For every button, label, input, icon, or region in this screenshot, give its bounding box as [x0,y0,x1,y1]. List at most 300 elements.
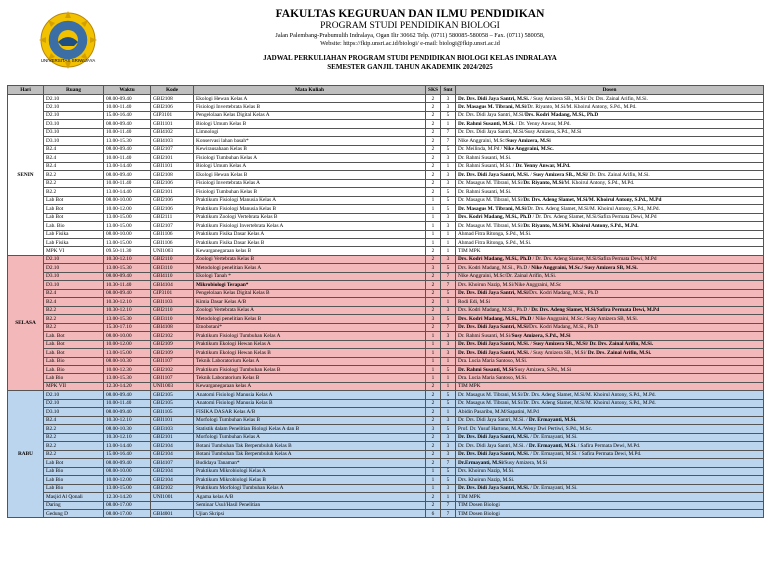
cell-smt: 3 [441,103,456,111]
day-cell-senin: SENIN [8,95,44,256]
cell-ruang: B2.4 [44,145,104,153]
cell-mata-kuliah: Praktikum Mikrobiologi Kelas B [194,476,426,484]
cell-waktu: 08.00-09.40 [104,272,151,280]
cell-kode: GBI1103 [151,298,194,306]
cell-mata-kuliah: Statistik dalam Penelitian Biologi Kelas A dan B [194,425,426,433]
cell-sks: 1 [426,484,441,492]
schedule-body [8,95,764,518]
cell-dosen: Dr. Drs. Didi Jaya Santri, M.Si/Drs. Kodri Madang, M.Si., Ph.D [456,111,764,119]
cell-dosen: Dr. Masagus M. Tibrani, M.Si/Dr. Drs. Adeng Slamet, M.Si/M. Khoirul Antony, S.Pd., M.Pd. [456,205,764,213]
cell-waktu: 08.00-10.30 [104,357,151,365]
cell-mata-kuliah: Praktikum Fisiologi Manusia Kelas A [194,196,426,204]
cell-mata-kuliah: Zoologi Vertebrata Kelas A [194,306,426,314]
table-row [8,433,764,441]
table-row [8,416,764,424]
university-logo [24,10,112,70]
cell-sks: 2 [426,450,441,458]
cell-waktu: 13.00-15.30 [104,315,151,323]
cell-kode: GBI2106 [151,196,194,204]
cell-ruang: Lab. Bio [44,222,104,230]
cell-sks: 2 [426,459,441,467]
cell-smt: 5 [441,196,456,204]
cell-smt: 5 [441,264,456,272]
table-row [8,374,764,382]
cell-waktu: 10.30-12.10 [104,306,151,314]
table-row [8,340,764,348]
table-row [8,103,764,111]
table-row [8,137,764,145]
cell-dosen: Dr. Masagus M. Tibrani, M.Si/Dr. Drs. Adeng Slamet, M.Si/M. Khoirul Antony, S.Pd., M.Pd [456,196,764,204]
table-row [8,459,764,467]
cell-sks: 2 [426,433,441,441]
cell-waktu: 13.00-15.00 [104,213,151,221]
cell-smt: 7 [441,281,456,289]
day-cell-rabu: RABU [8,391,44,518]
cell-mata-kuliah: Ekologi Tanah * [194,272,426,280]
cell-mata-kuliah: Agama kelas A/B [194,493,426,501]
cell-dosen: Dr. Drs. Didi Jaya Santri, M.Si. / Dr. Ermayanti, M.Si. [456,433,764,441]
cell-dosen: Drs. Khoirun Nazip, M.Si. [456,467,764,475]
table-row [8,255,764,263]
col-mata-kuliah: Mata Kuliah [194,86,426,95]
cell-ruang: Lab. Bio [44,357,104,365]
cell-sks: 2 [426,323,441,331]
cell-sks: 1 [426,332,441,340]
cell-kode: GBI2109 [151,340,194,348]
cell-mata-kuliah: Zoologi Vertebrata Kelas B [194,255,426,263]
table-row [8,213,764,221]
cell-waktu: 08.00-09.40 [104,95,151,103]
cell-mata-kuliah: Fisiologi Tumbuhan Kelas A [194,154,426,162]
cell-kode: UNI1003 [151,247,194,255]
cell-kode: GBI1106 [151,238,194,246]
cell-smt: 3 [441,442,456,450]
cell-dosen: Dr. Rahmi Susanti, M.Si. / Dr. Yenny Anwar, M.Pd. [456,120,764,128]
cell-sks: 1 [426,357,441,365]
cell-kode: GIP3101 [151,289,194,297]
cell-dosen: TIM Dosen Biologi [456,501,764,509]
cell-mata-kuliah: Pengelolaan Kelas Digital Kelas A [194,111,426,119]
cell-sks: 2 [426,281,441,289]
cell-dosen: Dr. Drs. Didi Jaya Santri, M.Si. / Susy Amizera SB., M.Si/ Dr. Drs. Zainal Arifin, M.Si. [456,340,764,348]
cell-dosen: Prof. Dr. Yusuf Hartono, M.A./Weny Dwi Pertiwi, S.Pd., M.Sc. [456,425,764,433]
cell-mata-kuliah: Ekologi Hewan Kelas A [194,95,426,103]
cell-smt: 3 [441,340,456,348]
cell-waktu: 08.00-09.40 [104,120,151,128]
cell-kode: GBI2104 [151,450,194,458]
cell-mata-kuliah: Morfologi Tumbuhan Kelas A [194,433,426,441]
cell-dosen: TIM MPK [456,493,764,501]
cell-dosen: TIM MPK [456,382,764,390]
table-row [8,306,764,314]
cell-waktu: 08.00-09.40 [104,289,151,297]
cell-waktu: 13.00-15.30 [104,137,151,145]
cell-waktu: 08.00-17.00 [104,509,151,517]
cell-smt: 1 [441,374,456,382]
cell-smt: 5 [441,391,456,399]
cell-ruang: D2.10 [44,103,104,111]
cell-mata-kuliah: Konservasi lahan basah* [194,137,426,145]
cell-dosen: Drs. Kodri Madang, M.Si., Ph.D / Nike Anggraini, M.Sc./ Susy Amizera SB, M.Si. [456,315,764,323]
col-kode: Kode [151,86,194,95]
cell-sks: 3 [426,315,441,323]
cell-ruang: B2.4 [44,162,104,170]
cell-smt: 1 [441,162,456,170]
cell-mata-kuliah: Metodologi penelitian Kelas B [194,315,426,323]
cell-dosen: Dr. Drs. Didi Jaya Santri, M.Si. / Susy Amizera SB., M.Si/ Dr. Drs. Zainal Arifin, M.Si. [456,171,764,179]
cell-kode: GBI4108 [151,323,194,331]
cell-ruang: B2.2 [44,188,104,196]
cell-dosen: Dr. Rahmi Susanti, M.Si. / Dr. Yenny Anwar, M.Pd. [456,162,764,170]
cell-sks: 2 [426,145,441,153]
cell-smt: 5 [441,399,456,407]
cell-smt: 1 [441,493,456,501]
cell-smt: 5 [441,111,456,119]
cell-mata-kuliah: Praktikum Fisika Dasar Kelas A [194,230,426,238]
table-row [8,179,764,187]
table-row [8,493,764,501]
cell-sks: 6 [426,509,441,517]
cell-ruang: B2.2 [44,306,104,314]
cell-smt: 3 [441,222,456,230]
cell-waktu: 12.30-14.20 [104,382,151,390]
cell-smt: 7 [441,459,456,467]
cell-mata-kuliah: Kewarganegaraan kelas A [194,382,426,390]
schedule-table [7,85,764,518]
cell-kode [151,501,194,509]
logo-caption: UNIVERSITAS SRIWIJAYA [40,58,96,63]
cell-ruang: Lab. Bot [44,340,104,348]
cell-mata-kuliah: Seminar Usul/Hasil Penelitian [194,501,426,509]
cell-kode: GBI2108 [151,171,194,179]
table-row [8,171,764,179]
cell-smt: 1 [441,408,456,416]
cell-kode: GBI2105 [151,391,194,399]
cell-mata-kuliah: Praktikum Fisika Dasar Kelas B [194,238,426,246]
cell-dosen: Dr. Rahmi Susanti, M.Si/Susy Amizera, S.Pd., M.Si [456,366,764,374]
table-row [8,111,764,119]
cell-sks: 3 [426,264,441,272]
table-row [8,349,764,357]
cell-waktu: 08.00-09.40 [104,145,151,153]
cell-sks: 2 [426,289,441,297]
table-row [8,442,764,450]
cell-waktu: 13.00-15.30 [104,264,151,272]
cell-mata-kuliah: Botani Tumbuhan Tak Berpembuluh Kelas A [194,450,426,458]
cell-sks: 1 [426,222,441,230]
cell-smt: 5 [441,366,456,374]
cell-mata-kuliah: Kewarganegaraan kelas B [194,247,426,255]
col-dosen: Dosen [456,86,764,95]
cell-smt: 5 [441,205,456,213]
cell-ruang: D3.10 [44,128,104,136]
cell-smt: 3 [441,213,456,221]
table-row [8,366,764,374]
cell-kode: GBI2101 [151,188,194,196]
cell-waktu: 09.50-11.30 [104,247,151,255]
cell-ruang: B2.4 [44,298,104,306]
cell-ruang: Lab Bio [44,467,104,475]
cell-dosen: Dr. Masagus M. Tibrani, M.Si/Dr. Drs. Adeng Slamet, M.Si/M. Khoirul Antony, S.Pd., M.Pd. [456,391,764,399]
cell-smt: 1 [441,382,456,390]
cell-ruang: B2.2 [44,450,104,458]
cell-ruang: Lab Bot [44,459,104,467]
cell-sks: 1 [426,205,441,213]
col-hari: Hari [8,86,44,95]
cell-sks: 2 [426,137,441,145]
cell-sks: 1 [426,467,441,475]
cell-dosen: Dr. Drs. Didi Jaya Santri, M.Si/Drs. Kodri Madang, M.Si., Ph.D [456,289,764,297]
cell-ruang: D2.10 [44,111,104,119]
cell-dosen: Drs. Kodri Madang, M.Si., Ph.D / Dr. Drs. Adeng Slamet, M.Si/Safira Permata Dewi, M.Pd [456,213,764,221]
table-row [8,298,764,306]
cell-sks: 1 [426,213,441,221]
table-row [8,391,764,399]
cell-kode: GBI4103 [151,137,194,145]
cell-waktu: 08.00-09.40 [104,459,151,467]
cell-waktu: 15.30-17.10 [104,323,151,331]
cell-smt: 5 [441,188,456,196]
table-row [8,323,764,331]
cell-smt: 3 [441,332,456,340]
cell-sks: 2 [426,493,441,501]
cell-sks: 2 [426,272,441,280]
cell-ruang: Lab Bot [44,196,104,204]
cell-waktu: 13.00-14.40 [104,188,151,196]
cell-mata-kuliah: Botani Tumbuhan Tak Berpembuluh Kelas B [194,442,426,450]
cell-ruang: Lab. Bio [44,366,104,374]
cell-ruang: Lab Bot [44,205,104,213]
cell-kode: GBI2102 [151,332,194,340]
cell-smt: 1 [441,120,456,128]
table-row [8,154,764,162]
cell-waktu: 08.00-10.00 [104,332,151,340]
cell-mata-kuliah: Biologi Umum Kelas B [194,120,426,128]
cell-waktu: 13.00-15.30 [104,374,151,382]
cell-ruang: D2.10 [44,264,104,272]
cell-ruang: B2.2 [44,425,104,433]
cell-smt: 5 [441,425,456,433]
cell-mata-kuliah: Kimia Dasar Kelas A/B [194,298,426,306]
cell-ruang: B2.2 [44,315,104,323]
cell-sks: 1 [426,374,441,382]
cell-dosen: Rodi Edi, M.Si [456,298,764,306]
cell-ruang: Lab. Bot [44,332,104,340]
cell-sks: 2 [426,442,441,450]
cell-dosen: Dr. Drs. Didi Jaya Santri, M.Si. / Susy Amizera SB., M.Si/ Dr. Drs. Zainal Arifin, M.Si. [456,95,764,103]
cell-waktu: 08.00-09.40 [104,391,151,399]
cell-smt: 3 [441,433,456,441]
cell-ruang: Lab Bio [44,374,104,382]
cell-smt: 7 [441,323,456,331]
cell-sks: 2 [426,399,441,407]
cell-kode: GBI2102 [151,484,194,492]
col-smt: Smt [441,86,456,95]
cell-sks: 2 [426,501,441,509]
cell-sks: 2 [426,171,441,179]
cell-mata-kuliah: Metodologi penelitian Kelas A [194,264,426,272]
cell-mata-kuliah: Ekologi Hewan Kelas B [194,171,426,179]
cell-sks: 2 [426,391,441,399]
cell-ruang: D3.10 [44,408,104,416]
cell-kode: GBI2106 [151,103,194,111]
cell-kode: UNI1001 [151,493,194,501]
cell-waktu: 10.00-12.00 [104,476,151,484]
cell-kode: GBI2101 [151,433,194,441]
cell-smt: 5 [441,145,456,153]
cell-smt: 7 [441,272,456,280]
cell-kode: GBI1107 [151,357,194,365]
cell-ruang: Lab Fisika [44,230,104,238]
cell-mata-kuliah: Praktikum Fisiologi Tumbuhan Kelas A [194,332,426,340]
table-row [8,425,764,433]
cell-kode: GBI1106 [151,230,194,238]
cell-mata-kuliah: Praktikum Mikrobiologi Kelas A [194,467,426,475]
cell-dosen: Dr. Rahmi Susanti, M.Si. [456,154,764,162]
table-row [8,484,764,492]
cell-waktu: 10.00-11.40 [104,399,151,407]
cell-dosen: Dr. Rahmi Susanti, M.Si. [456,188,764,196]
cell-smt: 7 [441,509,456,517]
cell-waktu: 10.30-12.10 [104,416,151,424]
cell-ruang: Lab Bio [44,476,104,484]
cell-smt: 7 [441,137,456,145]
cell-waktu: 08.00-09.40 [104,408,151,416]
cell-waktu: 13.00-15.00 [104,349,151,357]
cell-kode: GBI2111 [151,213,194,221]
faculty-title: FAKULTAS KEGURUAN DAN ILMU PENDIDIKAN [275,8,545,20]
address-line: Jalan Palembang-Prabumulih Indralaya, Ogan Ilir 30662 Telp. (0711) 580085-580058 – Fax. (0711) 580058, [275,32,545,39]
cell-dosen: Dr. Drs. Didi Jaya Santri, M.Si/Susy Amizera, S.Pd., M.Si [456,128,764,136]
cell-smt: 3 [441,349,456,357]
cell-dosen: Nike Anggraini, M.Sc/Susy Amizera, M.Si [456,137,764,145]
cell-kode: GBI1101 [151,120,194,128]
cell-mata-kuliah: Fisiologi Invertebrata Kelas B [194,103,426,111]
cell-mata-kuliah: FISIKA DASAR Kelas A/B [194,408,426,416]
cell-dosen: Dra. Lucia Maria Santoso, M.Si. [456,374,764,382]
cell-kode: GBI2107 [151,222,194,230]
cell-kode: GIP3101 [151,111,194,119]
table-row [8,399,764,407]
cell-smt: 3 [441,416,456,424]
cell-ruang: Lab Bot [44,213,104,221]
cell-waktu: 10.00-12.00 [104,340,151,348]
cell-smt: 5 [441,467,456,475]
cell-ruang: Lab. Bot [44,349,104,357]
cell-mata-kuliah: Pengelolaan Kelas Digital Kelas B [194,289,426,297]
cell-dosen: Nike Anggraini, M.Sc/Dr. Zainal Arifin, M.Si. [456,272,764,280]
cell-dosen: Dr. Drs. Didi Jaya Santri, M.Si. / Dr. Ermayanti, M.Si. / Safira Permata Dewi, M.Pd. [456,450,764,458]
cell-waktu: 10.00-12.30 [104,366,151,374]
cell-waktu: 10.30-11.40 [104,281,151,289]
cell-waktu: 10.00-11.40 [104,128,151,136]
cell-waktu: 10.00-12.00 [104,205,151,213]
cell-kode: GBI2102 [151,366,194,374]
cell-kode: GBI2108 [151,95,194,103]
cell-ruang: B2.2 [44,323,104,331]
table-row [8,357,764,365]
cell-kode: GBI2106 [151,205,194,213]
cell-waktu: 10.30-12.10 [104,298,151,306]
cell-mata-kuliah: Teknik Laboratorium Kelas B [194,374,426,382]
table-row [8,272,764,280]
cell-dosen: Dr. Drs. Didi Jaya Santri, M.Si. / Dr. Ermayanti, M.Si. [456,416,764,424]
cell-kode: GBI1101 [151,416,194,424]
website-line: Website: https://fkip.unsri.ac.id/biologi/ e-mail: biologi@fkip.unsri.ac.id [320,40,500,47]
cell-smt: 3 [441,306,456,314]
cell-dosen: Abidin Pasaribu, M.M/Sapatini, M.Pd [456,408,764,416]
cell-dosen: Drs. Khoirun Nazip, M.Si. [456,476,764,484]
cell-sks: 2 [426,382,441,390]
cell-mata-kuliah: Praktikum Fisiologi Manusia Kelas B [194,205,426,213]
cell-sks: 2 [426,188,441,196]
cell-dosen: Drs. Kodri Madang, M.Si., Ph.D / Dr. Drs. Adeng Slamet, M.Si/Safira Permata Dewi, M.Pd [456,306,764,314]
cell-smt: 3 [441,484,456,492]
document-header [130,8,690,71]
cell-waktu: 08.00-10.00 [104,230,151,238]
cell-dosen: Dr. Drs. Didi Jaya Santri, M.Si. / Dr. Ermayanti, M.Si. / Safira Permata Dewi, M.Pd. [456,442,764,450]
cell-kode: GBI2105 [151,399,194,407]
cell-smt: 7 [441,128,456,136]
table-row [8,289,764,297]
table-row [8,238,764,246]
cell-mata-kuliah: Fisiologi Invertebrata Kelas A [194,179,426,187]
schedule-title: JADWAL PERKULIAHAN PROGRAM STUDI PENDIDIKAN BIOLOGI KELAS INDRALAYA [263,54,557,62]
cell-dosen: Dr. Drs. Didi Jaya Santri, M.Si. / Susy Amizera SB., M.Si/ Dr. Drs. Zainal Arifin, M.Si. [456,349,764,357]
cell-mata-kuliah: Kewirausahaan Kelas B [194,145,426,153]
cell-smt: 3 [441,171,456,179]
cell-sks: 2 [426,416,441,424]
cell-mata-kuliah: Praktikum Ekologi Hewan Kelas B [194,349,426,357]
cell-sks: 3 [426,425,441,433]
cell-mata-kuliah: Morfologi Tumbuhan Kelas B [194,416,426,424]
cell-dosen: Dr. Meilinda, M.Pd / Nike Anggraini, M.Sc. [456,145,764,153]
table-row [8,332,764,340]
cell-ruang: B2.4 [44,289,104,297]
table-row [8,120,764,128]
cell-waktu: 13.00-15.00 [104,484,151,492]
table-row [8,467,764,475]
cell-kode: GBI4001 [151,509,194,517]
table-row [8,205,764,213]
cell-sks: 2 [426,162,441,170]
cell-kode: GBI4104 [151,281,194,289]
cell-waktu: 08.00-10.00 [104,467,151,475]
cell-smt: 1 [441,238,456,246]
cell-kode: GBI4110 [151,272,194,280]
table-row [8,476,764,484]
cell-dosen: Dr. Rahmi Susanti, M.Si/Susy Amizera, S.Pd., M.Si [456,332,764,340]
cell-kode: GBI1107 [151,374,194,382]
col-ruang: Ruang [44,86,104,95]
cell-waktu: 13.00-15.00 [104,222,151,230]
cell-mata-kuliah: Anatomi Fisiologi Manusia Kelas B [194,399,426,407]
cell-waktu: 08.00-09.40 [104,171,151,179]
cell-waktu: 15.00-16.40 [104,450,151,458]
table-row [8,162,764,170]
cell-ruang: B2.2 [44,179,104,187]
cell-kode: GBI2106 [151,179,194,187]
cell-ruang: B2.4 [44,416,104,424]
cell-mata-kuliah: Mikrobiologi Terapan* [194,281,426,289]
cell-ruang: Lab Fisika [44,238,104,246]
table-row [8,128,764,136]
table-row [8,509,764,517]
cell-waktu: 13.00-15.00 [104,238,151,246]
cell-smt: 3 [441,255,456,263]
cell-kode: GBI3110 [151,264,194,272]
cell-ruang: D3.10 [44,281,104,289]
